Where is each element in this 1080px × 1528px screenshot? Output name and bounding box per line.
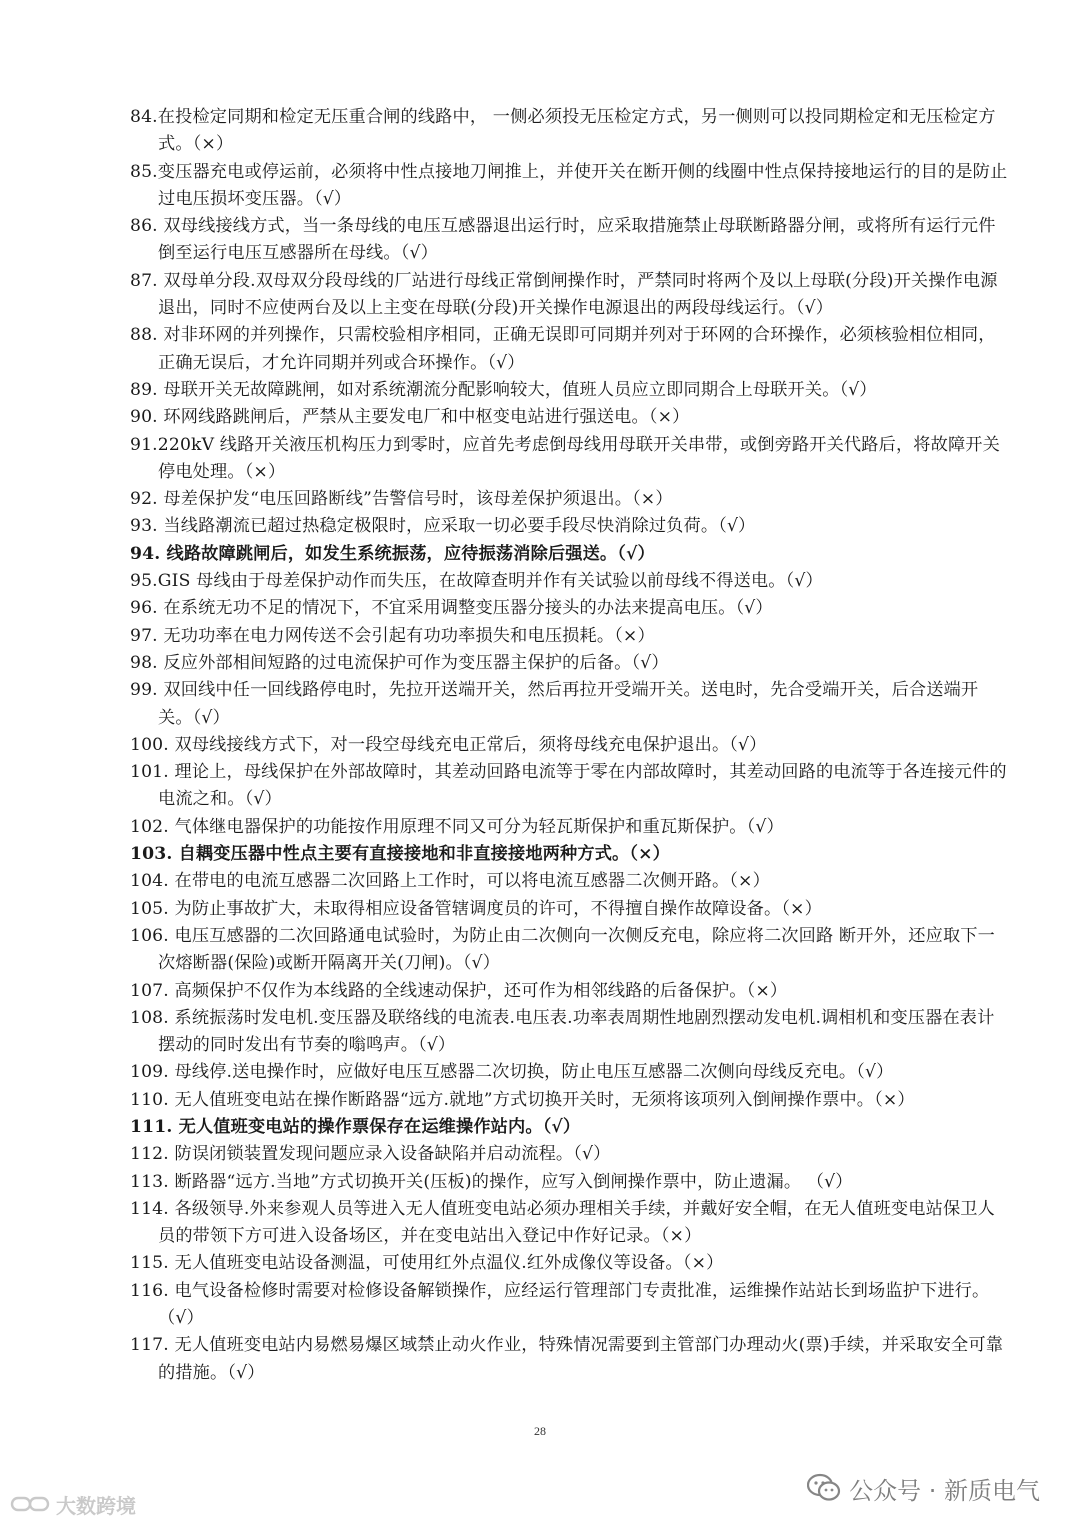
question-item: 107. 高频保护不仅作为本线路的全线速动保护，还可作为相邻线路的后备保护。（×） [130, 980, 788, 1001]
question-item: 95.GIS 母线由于母差保护动作而失压，在故障查明并作有关试验以前母线不得送电。（√） [130, 571, 823, 592]
wechat-icon [807, 1473, 841, 1503]
question-item: 116. 电气设备检修时需要对检修设备解锁操作，应经运行管理部门专责批准，运维操作站站长到场监护下进行。（√） [130, 1280, 990, 1329]
question-item: 106. 电压互感器的二次回路通电试验时，为防止由二次侧向一次侧反充电，除应将二次回路 断开外，还应取下一次熔断器(保险)或断开隔离开关(刀闸)。（√） [130, 925, 995, 974]
question-item: 110. 无人值班变电站在操作断路器“远方.就地”方式切换开关时，无须将该项列入倒闸操作票中。（×） [130, 1089, 915, 1110]
question-item: 103. 自耦变压器中性点主要有直接接地和非直接接地两种方式。（×） [130, 844, 670, 865]
question-item: 113. 断路器“远方.当地”方式切换开关(压板)的操作，应写入倒闸操作票中，防止遗漏。 （√） [130, 1171, 853, 1192]
brand-label: 大数跨境 [56, 1493, 136, 1518]
question-list [130, 104, 1010, 1387]
wechat-watermark [807, 1470, 1040, 1506]
link-icon [10, 1493, 50, 1515]
page-number: 28 [534, 1424, 546, 1438]
question-item: 93. 当线路潮流已超过热稳定极限时，应采取一切必要手段尽快消除过负荷。（√） [130, 516, 756, 537]
question-item: 91.220kV 线路开关液压机构压力到零时，应首先考虑倒母线用母联开关串带，或倒旁路开关代路后，将故障开关停电处理。（×） [130, 434, 1000, 482]
question-item: 98. 反应外部相间短路的过电流保护可作为变压器主保护的后备。（√） [130, 652, 669, 673]
question-item: 104. 在带电的电流互感器二次回路上工作时，可以将电流互感器二次侧开路。（×） [130, 871, 770, 892]
question-item: 108. 系统振荡时发电机.变压器及联络线的电流表.电压表.功率表周期性地剧烈摆动发电机.调相机和变压器在表计摆动的同时发出有节奏的嗡鸣声。（√） [130, 1007, 995, 1056]
question-item: 85.变压器充电或停运前，必须将中性点接地刀闸推上，并使开关在断开侧的线圈中性点保持接地运行的目的是防止过电压损坏变压器。（√） [130, 161, 1008, 209]
question-item: 117. 无人值班变电站内易燃易爆区域禁止动火作业，特殊情况需要到主管部门办理动火(票)手续，并采取安全可靠的措施。（√） [130, 1335, 1004, 1383]
question-item: 92. 母差保护发“电压回路断线”告警信号时，该母差保护须退出。（×） [130, 489, 673, 510]
question-item: 105. 为防止事故扩大，未取得相应设备管辖调度员的许可，不得擅自操作故障设备。（×） [130, 898, 822, 919]
question-item: 114. 各级领导.外来参观人员等进入无人值班变电站必须办理相关手续，并戴好安全帽，在无人值班变电站保卫人员的带领下方可进入设备场区，并在变电站出入登记中作好记录。（×） [130, 1198, 995, 1247]
question-item: 99. 双回线中任一回线路停电时，先拉开送端开关，然后再拉开受端开关。送电时，先合受端开关，后合送端开关。（√） [130, 680, 979, 728]
question-item: 109. 母线停.送电操作时，应做好电压互感器二次切换，防止电压互感器二次侧向母线反充电。（√） [130, 1062, 894, 1083]
question-item: 111. 无人值班变电站的操作票保存在运维操作站内。（√） [130, 1116, 581, 1137]
question-item: 86. 双母线接线方式，当一条母线的电压互感器退出运行时，应采取措施禁止母联断路器分闸，或将所有运行元件倒至运行电压互感器所在母线。（√） [130, 216, 996, 264]
question-item: 112. 防误闭锁装置发现问题应录入设备缺陷并启动流程。（√） [130, 1144, 611, 1165]
question-item: 102. 气体继电器保护的功能按作用原理不同又可分为轻瓦斯保护和重瓦斯保护。（√） [130, 816, 784, 837]
question-item: 90. 环网线路跳闸后，严禁从主要发电厂和中枢变电站进行强送电。（×） [130, 407, 690, 428]
wechat-account-label: 公众号 · 新质电气 [849, 1476, 1040, 1505]
question-item: 84.在投检定同期和检定无压重合闸的线路中， 一侧必须投无压检定方式，另一侧则可以投同期检定和无压检定方式。（×） [130, 107, 996, 155]
question-item: 101. 理论上，母线保护在外部故障时，其差动回路电流等于零在内部故障时，其差动回路的电流等于各连接元件的电流之和。（√） [130, 762, 1007, 810]
question-item: 88. 对非环网的并列操作，只需校验相序相同，正确无误即可同期并列对于环网的合环操作，必须核验相位相同，正确无误后，才允许同期并列或合环操作。（√） [130, 325, 996, 373]
brand-watermark [10, 1490, 136, 1518]
question-item: 100. 双母线接线方式下，对一段空母线充电正常后，须将母线充电保护退出。（√） [130, 734, 767, 755]
question-item: 97. 无功功率在电力网传送不会引起有功功率损失和电压损耗。（×） [130, 625, 655, 646]
question-item: 87. 双母单分段.双母双分段母线的厂站进行母线正常倒闸操作时，严禁同时将两个及以上母联(分段)开关操作电源退出，同时不应使两台及以上主变在母联(分段)开关操作电源退出的两段母线运行。（√） [130, 270, 998, 319]
question-item: 94. 线路故障跳闸后，如发生系统振荡，应待振荡消除后强送。（√） [130, 543, 655, 564]
question-item: 96. 在系统无功不足的情况下，不宜采用调整变压器分接头的办法来提高电压。（√） [130, 598, 773, 619]
question-item: 89. 母联开关无故障跳闸，如对系统潮流分配影响较大，值班人员应立即同期合上母联开关。（√） [130, 379, 877, 400]
question-item: 115. 无人值班变电站设备测温，可使用红外点温仪.红外成像仪等设备。（×） [130, 1253, 724, 1274]
